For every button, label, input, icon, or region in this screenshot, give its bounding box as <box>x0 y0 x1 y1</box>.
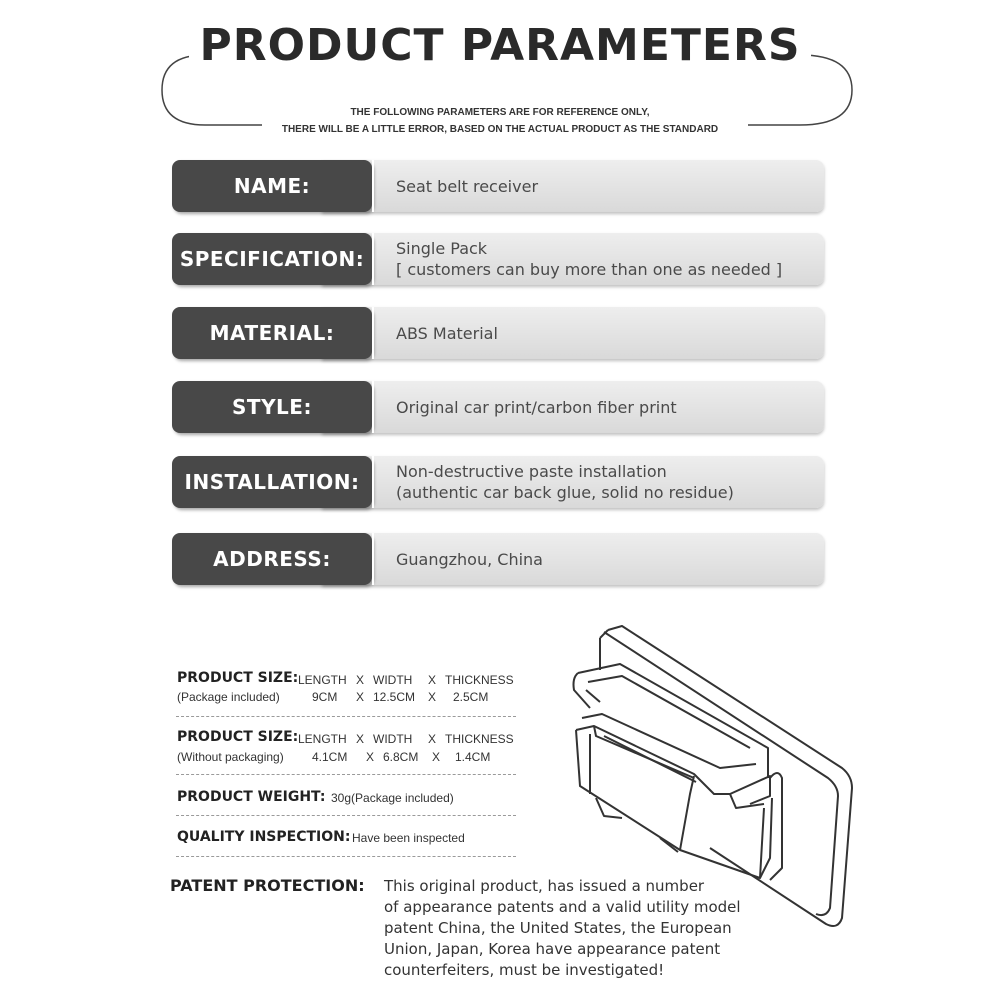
param-row-installation <box>172 456 824 508</box>
patent-text-line: This original product, has issued a number <box>384 877 705 895</box>
size-packaged-x1: X <box>356 673 365 687</box>
patent-text-line: patent China, the United States, the European <box>384 919 732 937</box>
size-packaged-sub: (Package included) <box>177 690 280 704</box>
patent-text-line: counterfeiters, must be investigated! <box>384 961 665 979</box>
patent-text-line: Union, Japan, Korea have appearance patent <box>384 940 721 958</box>
size-unpackaged-head-thickness: THICKNESS <box>445 732 514 746</box>
param-value <box>396 160 814 212</box>
weight-value: 30g(Package included) <box>331 791 454 805</box>
size-packaged-length: 9CM <box>312 690 338 704</box>
patent-text-line: of appearance patents and a valid utility model <box>384 898 741 916</box>
size-unpackaged-x1b: X <box>366 750 375 764</box>
size-packaged-label: PRODUCT SIZE: <box>177 670 299 686</box>
param-value-line: Seat belt receiver <box>396 176 539 196</box>
size-unpackaged-thickness: 1.4CM <box>455 750 491 764</box>
param-value-line: Single Pack <box>396 239 488 258</box>
divider <box>372 160 374 212</box>
size-packaged-x2: X <box>428 673 437 687</box>
page-title: PRODUCT PARAMETERS <box>0 20 1000 71</box>
size-unpackaged-x1: X <box>356 732 365 746</box>
size-packaged-x1b: X <box>356 690 365 704</box>
size-unpackaged-length: 4.1CM <box>312 750 348 764</box>
divider <box>176 716 516 717</box>
param-label: ADDRESS: <box>213 547 331 571</box>
param-label-box <box>172 307 372 359</box>
size-packaged-width: 12.5CM <box>373 690 416 704</box>
param-value-line: Guangzhou, China <box>396 549 543 569</box>
param-label-box <box>172 160 372 212</box>
param-label-box <box>172 456 372 508</box>
param-label: MATERIAL: <box>209 321 335 345</box>
quality-value: Have been inspected <box>352 831 465 845</box>
divider <box>372 533 374 585</box>
header-note-line1: THE FOLLOWING PARAMETERS ARE FOR REFERENCE ONLY, <box>350 107 650 118</box>
size-packaged-head-width: WIDTH <box>373 673 413 687</box>
divider <box>372 381 374 433</box>
size-packaged-head-thickness: THICKNESS <box>445 673 514 687</box>
size-unpackaged-x2: X <box>428 732 437 746</box>
param-label-box <box>172 381 372 433</box>
weight-label: PRODUCT WEIGHT: <box>177 789 326 805</box>
divider <box>176 856 516 857</box>
divider <box>372 233 374 285</box>
divider <box>372 456 374 508</box>
param-label-box <box>172 533 372 585</box>
size-unpackaged-head-width: WIDTH <box>373 732 413 746</box>
divider <box>176 774 516 775</box>
param-label: STYLE: <box>232 395 312 419</box>
size-unpackaged-label: PRODUCT SIZE: <box>177 729 299 745</box>
size-packaged-head-length: LENGTH <box>298 673 347 687</box>
param-value <box>396 456 814 508</box>
size-unpackaged-sub: (Without packaging) <box>177 750 284 764</box>
size-unpackaged-x2b: X <box>432 750 441 764</box>
param-label-box <box>172 233 372 285</box>
param-value <box>396 381 814 433</box>
param-row-style <box>172 381 824 433</box>
patent-label: PATENT PROTECTION: <box>170 876 365 895</box>
param-value <box>396 233 814 285</box>
param-label: INSTALLATION: <box>184 470 360 494</box>
param-value <box>396 533 814 585</box>
header-note-line2: THERE WILL BE A LITTLE ERROR, BASED ON THE ACTUAL PRODUCT AS THE STANDARD <box>281 124 719 135</box>
size-unpackaged-head-length: LENGTH <box>298 732 347 746</box>
param-value <box>396 307 814 359</box>
param-value-line: ABS Material <box>396 323 498 343</box>
param-row-material <box>172 307 824 359</box>
param-row-specification <box>172 233 824 285</box>
size-unpackaged-width: 6.8CM <box>383 750 419 764</box>
quality-label: QUALITY INSPECTION: <box>177 829 351 845</box>
param-label: NAME: <box>233 174 311 198</box>
param-value-line: [ customers can buy more than one as needed ] <box>396 260 783 279</box>
divider <box>176 815 516 816</box>
param-value-line: Original car print/carbon fiber print <box>396 397 677 417</box>
param-label: SPECIFICATION: <box>179 247 365 271</box>
param-value-line: (authentic car back glue, solid no residue) <box>396 483 734 502</box>
param-row-name <box>172 160 824 212</box>
param-row-address <box>172 533 824 585</box>
size-packaged-thickness: 2.5CM <box>453 690 489 704</box>
patent-text <box>384 876 764 981</box>
param-value-line: Non-destructive paste installation <box>396 462 667 481</box>
size-packaged-x2b: X <box>428 690 437 704</box>
divider <box>372 307 374 359</box>
